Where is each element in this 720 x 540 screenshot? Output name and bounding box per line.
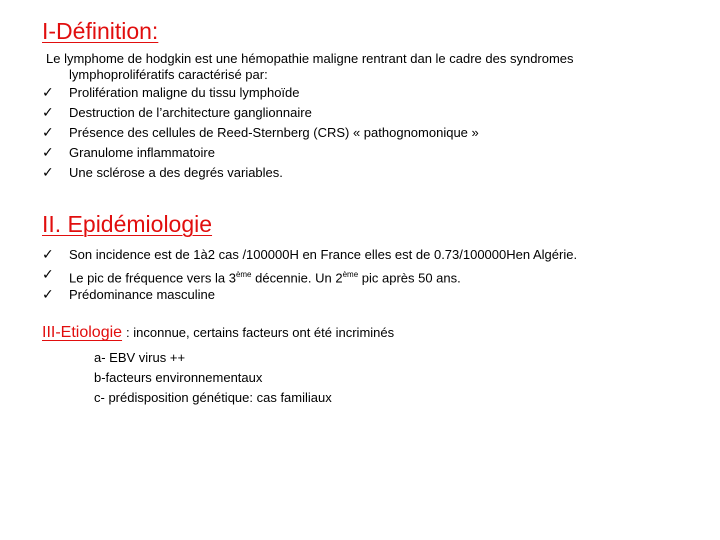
definition-bullet-text: Destruction de l’architecture ganglionnaire [69, 105, 312, 120]
checkmark-icon: ✓ [42, 85, 54, 101]
definition-heading: I-Définition: [42, 18, 159, 44]
checkmark-icon: ✓ [42, 267, 54, 283]
checkmark-icon: ✓ [42, 105, 54, 121]
male-predominance-text: Prédominance masculine [69, 287, 215, 302]
peak-text-part3: pic après 50 ans. [358, 270, 461, 286]
checkmark-icon: ✓ [42, 165, 54, 181]
etiology-inline-text: : inconnue, certains facteurs ont été incriminés [126, 325, 395, 340]
definition-bullet-text: Prolifération maligne du tissu lymphoïde [69, 85, 300, 100]
etiology-heading-row [42, 324, 394, 342]
peak-text-part1: Le pic de fréquence vers la 3 [69, 270, 236, 286]
checkmark-icon: ✓ [42, 145, 54, 161]
definition-bullet-text: Présence des cellules de Reed-Sternberg (CRS) « pathognomonique » [69, 125, 479, 140]
peak-text-part2: décennie. Un 2 [251, 270, 343, 286]
peak-superscript-1: ème [235, 270, 252, 279]
etiology-item-environment: b-facteurs environnementaux [94, 370, 263, 385]
etiology-heading: III-Etiologie [42, 324, 123, 341]
definition-intro-line1: Le lymphome de hodgkin est une hémopathie maligne rentrant dan le cadre des syndromes [46, 51, 574, 66]
definition-bullet-text: Granulome inflammatoire [69, 145, 215, 160]
etiology-item-genetic: c- prédisposition génétique: cas familiaux [94, 390, 332, 405]
checkmark-icon: ✓ [42, 247, 54, 263]
epidemiology-heading: II. Epidémiologie [42, 211, 213, 237]
definition-intro-line2: lymphoprolifératifs caractérisé par: [69, 67, 268, 82]
etiology-item-ebv: a- EBV virus ++ [94, 350, 186, 365]
checkmark-icon: ✓ [42, 287, 54, 303]
peak-superscript-2: ème [342, 270, 359, 279]
definition-bullet-text: Une sclérose a des degrés variables. [69, 165, 283, 180]
checkmark-icon: ✓ [42, 125, 54, 141]
incidence-text: Son incidence est de 1à2 cas /100000H en France elles est de 0.73/100000Hen Algérie. [69, 247, 578, 262]
